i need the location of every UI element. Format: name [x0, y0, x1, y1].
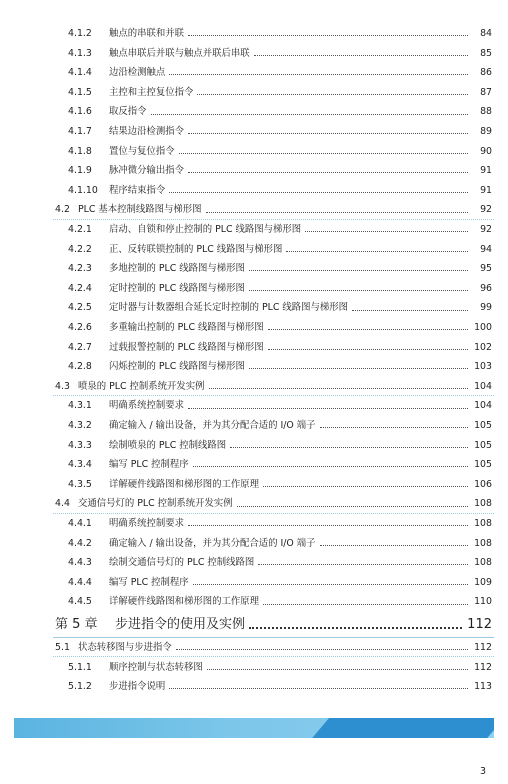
toc-page: 108 — [474, 498, 492, 510]
toc-entry[interactable] — [0, 475, 508, 495]
dot-leader — [263, 486, 468, 487]
toc-page: 86 — [480, 67, 492, 79]
toc-entry[interactable] — [0, 573, 508, 593]
toc-page: 96 — [480, 282, 492, 294]
toc-page: 92 — [480, 204, 492, 216]
dot-leader — [352, 310, 468, 311]
toc-title: 绘制交通信号灯的 PLC 控制线路图 — [109, 557, 255, 569]
toc-section[interactable] — [0, 200, 508, 220]
toc-title: 详解硬件线路图和梯形图的工作原理 — [109, 478, 260, 490]
dot-leader — [258, 564, 468, 565]
toc-page: 91 — [480, 184, 492, 196]
toc-title: 绘制喷泉的 PLC 控制线路图 — [109, 439, 227, 451]
dot-leader — [249, 270, 468, 271]
dot-leader — [151, 114, 468, 115]
toc-page: 105 — [474, 459, 492, 471]
toc-number: 4.4.1 — [68, 517, 92, 529]
toc-title: 明确系统控制要求 — [109, 517, 185, 529]
toc-title: 多重输出控制的 PLC 线路图与梯形图 — [109, 322, 264, 333]
toc-entry[interactable] — [0, 181, 508, 201]
dot-leader — [179, 153, 468, 154]
toc-page: 102 — [474, 341, 492, 353]
toc-title: 脉冲微分输出指令 — [109, 165, 185, 177]
toc-number: 5.1.1 — [68, 661, 92, 673]
toc-number: 4.1.3 — [68, 47, 92, 59]
toc-number: 4.1.7 — [68, 126, 92, 138]
toc-title: 定时器与计数器组合延长定时控制的 PLC 线路图与梯形图 — [109, 302, 349, 314]
toc-entry[interactable] — [0, 553, 508, 573]
toc-number: 4.2.4 — [68, 282, 92, 294]
dot-leader — [169, 74, 468, 75]
dot-leader — [230, 447, 468, 448]
toc-entry[interactable] — [0, 142, 508, 162]
page-number: 3 — [479, 766, 486, 777]
toc-number: 4.2.7 — [68, 341, 92, 353]
toc-number: 4.1.10 — [68, 184, 98, 196]
table-of-contents — [0, 24, 508, 697]
toc-page: 112 — [474, 661, 492, 673]
toc-page: 106 — [474, 478, 492, 490]
toc-number: 4.2.8 — [68, 361, 92, 373]
toc-entry[interactable] — [0, 357, 508, 377]
toc-title: 边沿检测触点 — [109, 67, 166, 79]
toc-section[interactable] — [0, 377, 508, 397]
dot-leader — [268, 349, 468, 350]
toc-title: 编写 PLC 控制程序 — [109, 459, 189, 471]
toc-entry[interactable] — [0, 44, 508, 64]
toc-entry[interactable] — [0, 592, 508, 612]
toc-number: 4.1.5 — [68, 86, 92, 98]
dot-leader — [263, 604, 468, 605]
toc-number: 4.2.5 — [68, 302, 92, 314]
toc-number: 4.4.2 — [68, 537, 92, 549]
toc-number: 4.3.4 — [68, 459, 92, 471]
toc-title: PLC 基本控制线路图与梯形图 — [78, 204, 202, 216]
toc-title: 启动、自锁和停止控制的 PLC 线路图与梯形图 — [109, 224, 302, 236]
toc-entry[interactable] — [0, 338, 508, 358]
dot-leader — [320, 545, 468, 546]
toc-entry[interactable] — [0, 677, 508, 697]
toc-title: 闪烁控制的 PLC 线路图与梯形图 — [109, 361, 245, 373]
toc-page: 85 — [480, 47, 492, 59]
dot-leader — [188, 525, 468, 526]
toc-title: 详解硬件线路图和梯形图的工作原理 — [109, 596, 260, 608]
toc-title: 编写 PLC 控制程序 — [109, 576, 189, 588]
dot-leader — [188, 35, 468, 36]
toc-number: 5.1.2 — [68, 681, 92, 693]
toc-entry[interactable] — [0, 533, 508, 553]
toc-entry[interactable] — [0, 83, 508, 103]
toc-number: 4.4.4 — [68, 576, 92, 588]
toc-title: 状态转移图与步进指令 — [78, 641, 172, 653]
dot-leader — [249, 290, 468, 291]
toc-entry[interactable] — [0, 122, 508, 142]
toc-number: 4.1.4 — [68, 67, 92, 79]
dot-leader — [320, 427, 468, 428]
dot-leader — [197, 94, 468, 95]
toc-number: 第 5 章 — [55, 617, 98, 633]
toc-number: 4.2.2 — [68, 243, 92, 255]
toc-number: 4.1.6 — [68, 106, 92, 118]
toc-number: 4.4.3 — [68, 557, 92, 569]
toc-entry[interactable] — [0, 259, 508, 279]
toc-page: 109 — [474, 576, 492, 588]
toc-page: 92 — [480, 224, 492, 236]
toc-page: 100 — [474, 322, 492, 333]
toc-number: 4.2 — [55, 204, 70, 216]
toc-title: 定时控制的 PLC 线路图与梯形图 — [109, 282, 245, 294]
toc-title: 置位与复位指令 — [109, 145, 175, 157]
toc-entry[interactable] — [0, 24, 508, 44]
dot-leader — [237, 506, 468, 507]
toc-number: 4.4 — [55, 498, 70, 510]
dot-leader — [188, 172, 468, 173]
dot-leader — [206, 212, 468, 213]
toc-page: 88 — [480, 106, 492, 118]
toc-page: 89 — [480, 126, 492, 138]
dot-leader — [169, 192, 468, 193]
toc-entry[interactable] — [0, 240, 508, 260]
toc-title: 取反指令 — [109, 106, 147, 118]
toc-title: 确定输入 / 输出设备，并为其分配合适的 I/O 端子 — [109, 537, 316, 549]
toc-number: 4.2.6 — [68, 322, 92, 333]
toc-number: 4.3.1 — [68, 400, 92, 412]
toc-number: 4.3 — [55, 380, 70, 392]
decorative-band — [14, 718, 494, 738]
toc-title: 触点串联后并联与触点并联后串联 — [109, 47, 250, 59]
toc-number: 4.1.8 — [68, 145, 92, 157]
toc-entry[interactable] — [0, 514, 508, 534]
toc-page: 99 — [480, 302, 492, 314]
toc-entry[interactable] — [0, 416, 508, 436]
dot-leader — [305, 231, 468, 232]
toc-page: 108 — [474, 517, 492, 529]
toc-title: 主控和主控复位指令 — [109, 86, 194, 98]
toc-page: 110 — [474, 596, 492, 608]
toc-title: 程序结束指令 — [109, 184, 166, 196]
toc-title: 步进指令说明 — [109, 681, 166, 693]
toc-page: 113 — [474, 681, 492, 693]
dot-leader — [286, 251, 468, 252]
toc-section[interactable] — [0, 494, 508, 514]
toc-page: 104 — [474, 380, 492, 392]
toc-entry[interactable] — [0, 220, 508, 240]
toc-page: 84 — [480, 28, 492, 40]
toc-title: 多地控制的 PLC 线路图与梯形图 — [109, 263, 245, 275]
dot-leader — [268, 329, 468, 330]
toc-number: 4.1.9 — [68, 165, 92, 177]
dot-leader — [209, 388, 468, 389]
toc-page: 108 — [474, 557, 492, 569]
dot-leader — [188, 408, 468, 409]
toc-entry[interactable] — [0, 435, 508, 455]
toc-title: 过载报警控制的 PLC 线路图与梯形图 — [109, 341, 264, 353]
toc-page: 105 — [474, 439, 492, 451]
toc-section[interactable] — [0, 638, 508, 658]
toc-title: 正、反转联锁控制的 PLC 线路图与梯形图 — [109, 243, 283, 255]
dot-leader — [193, 584, 468, 585]
toc-title: 步进指令的使用及实例 — [115, 617, 246, 633]
toc-entry[interactable] — [0, 396, 508, 416]
toc-number: 4.1.2 — [68, 28, 92, 40]
toc-title: 结果边沿检测指令 — [109, 126, 185, 138]
toc-number: 5.1 — [55, 641, 70, 653]
toc-number: 4.2.1 — [68, 224, 92, 236]
toc-page: 104 — [474, 400, 492, 412]
toc-page: 91 — [480, 165, 492, 177]
toc-entry[interactable] — [0, 279, 508, 299]
dot-leader — [176, 649, 468, 650]
toc-number: 4.3.3 — [68, 439, 92, 451]
toc-title: 明确系统控制要求 — [109, 400, 185, 412]
dot-leader — [193, 466, 468, 467]
toc-number: 4.3.5 — [68, 478, 92, 490]
toc-entry[interactable] — [0, 102, 508, 122]
toc-entry[interactable] — [0, 63, 508, 83]
toc-entry[interactable] — [0, 298, 508, 318]
dot-leader — [254, 55, 468, 56]
toc-page: 112 — [467, 617, 492, 633]
toc-entry[interactable] — [0, 455, 508, 475]
band-stripe — [312, 718, 494, 738]
toc-number: 4.3.2 — [68, 419, 92, 431]
toc-title: 喷泉的 PLC 控制系统开发实例 — [78, 380, 205, 392]
toc-page: 103 — [474, 361, 492, 373]
dot-leader — [169, 688, 468, 689]
dot-leader — [207, 669, 468, 670]
toc-page: 105 — [474, 419, 492, 431]
toc-page: 94 — [480, 243, 492, 255]
toc-page: 112 — [474, 641, 492, 653]
toc-number: 4.4.5 — [68, 596, 92, 608]
toc-entry[interactable] — [0, 318, 508, 338]
toc-page: 95 — [480, 263, 492, 275]
toc-title: 顺序控制与状态转移图 — [109, 661, 203, 673]
toc-entry[interactable] — [0, 161, 508, 181]
dot-leader — [249, 368, 468, 369]
toc-title: 交通信号灯的 PLC 控制系统开发实例 — [78, 498, 233, 510]
dot-leader — [188, 133, 468, 134]
toc-entry[interactable] — [0, 657, 508, 677]
toc-page: 87 — [480, 86, 492, 98]
toc-title: 触点的串联和并联 — [109, 28, 185, 40]
dot-leader — [249, 627, 462, 629]
toc-page: 90 — [480, 145, 492, 157]
toc-title: 确定输入 / 输出设备，并为其分配合适的 I/O 端子 — [109, 419, 316, 431]
toc-chapter[interactable] — [0, 612, 508, 638]
toc-number: 4.2.3 — [68, 263, 92, 275]
toc-page: 108 — [474, 537, 492, 549]
